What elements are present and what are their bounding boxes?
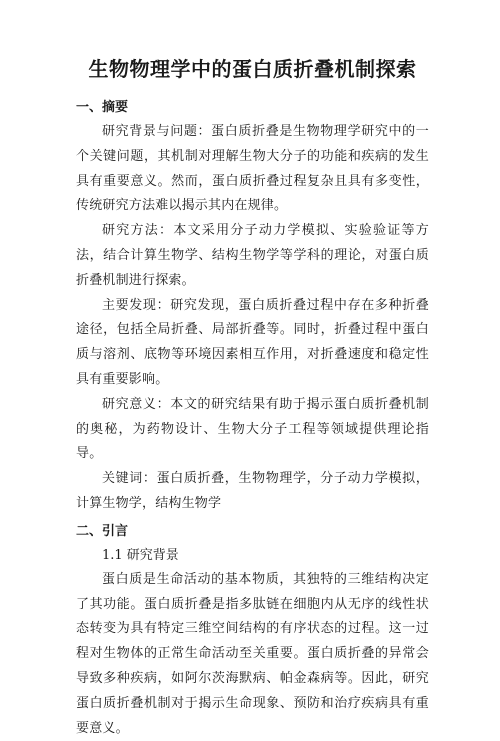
abstract-findings-paragraph: 主要发现：研究发现，蛋白质折叠过程中存在多种折叠途径，包括全局折叠、局部折叠等。同时，折叠过程中蛋白质与溶剂、底物等环境因素相互作用，对折叠速度和稳定性具有重要影响。 — [76, 297, 429, 387]
introduction-paragraph: 蛋白质是生命活动的基本物质，其独特的三维结构决定了其功能。蛋白质折叠是指多肽链在细胞内从无序的线性状态转变为具有特定三维空间结构的有序状态的过程。这一过程对生物体的正常生命活动至关重要。蛋白质折叠的异常会导致多种疾病，如阿尔茨海默病、帕金森病等。因此，研究蛋白质折叠机制对于揭示生命现象、预防和治疗疾病具有重要意义。 — [76, 571, 429, 736]
keywords-paragraph: 关键词：蛋白质折叠，生物物理学，分子动力学模拟，计算生物学，结构生物学 — [76, 471, 429, 511]
subsection-heading-research-background: 1.1 研究背景 — [102, 547, 179, 563]
abstract-methods-paragraph: 研究方法：本文采用分子动力学模拟、实验验证等方法，结合计算生物学、结构生物学等学科的理论，对蛋白质折叠机制进行探索。 — [76, 223, 429, 288]
section-heading-introduction: 二、引言 — [76, 523, 129, 539]
abstract-background-paragraph: 研究背景与问题：蛋白质折叠是生物物理学研究中的一个关键问题，其机制对理解生物大分子的功能和疾病的发生具有重要意义。然而，蛋白质折叠过程复杂且具有多变性，传统研究方法难以揭示其内在规律。 — [76, 124, 429, 214]
abstract-significance-paragraph: 研究意义：本文的研究结果有助于揭示蛋白质折叠机制的奥秘，为药物设计、生物大分子工程等领域提供理论指导。 — [76, 396, 429, 462]
document-title: 生物物理学中的蛋白质折叠机制探索 — [88, 57, 417, 81]
section-heading-abstract: 一、摘要 — [76, 100, 129, 115]
